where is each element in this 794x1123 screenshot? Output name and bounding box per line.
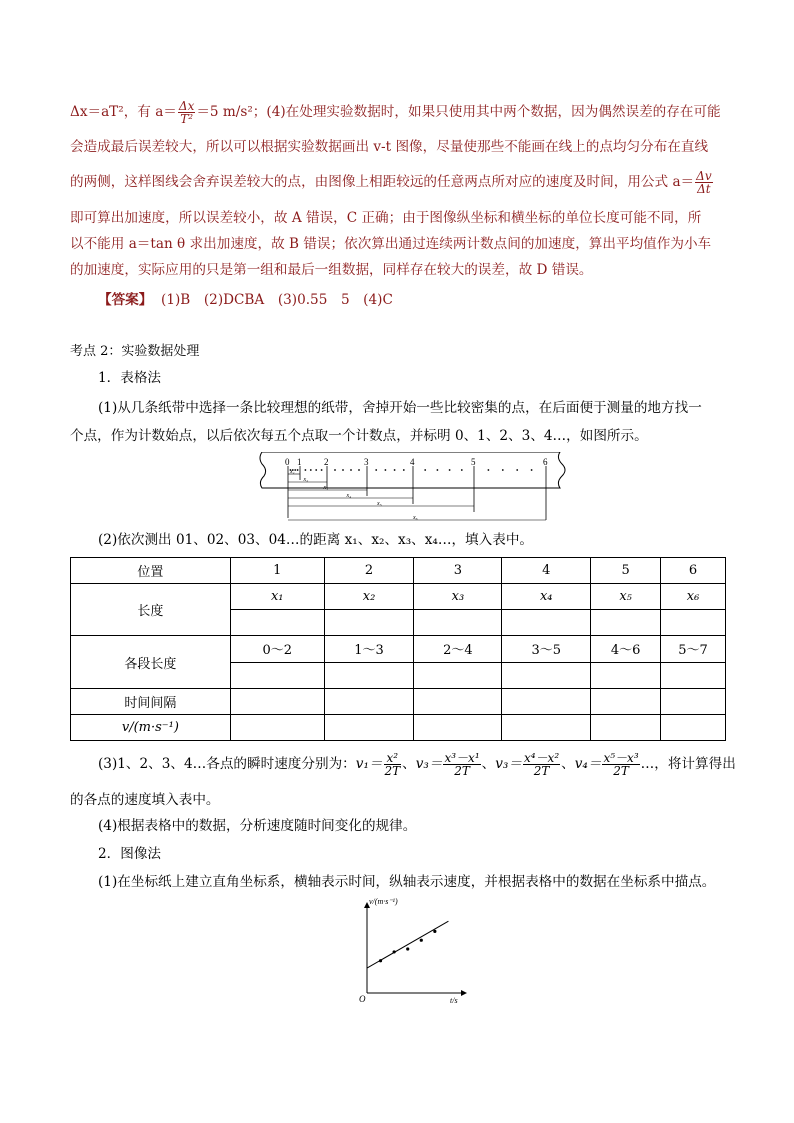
tape-dot <box>424 469 426 471</box>
segment-cell: 5～7 <box>661 636 726 663</box>
answer-text: (1)B (2)DCBA (3)0.55 5 (4)C <box>161 292 393 308</box>
data-point <box>379 959 382 962</box>
segment-cell: 4～6 <box>591 636 661 663</box>
empty-cell <box>414 689 502 715</box>
table-row <box>71 715 726 741</box>
empty-cell <box>591 662 661 689</box>
empty-cell <box>591 715 661 741</box>
x-axis-label: t/s <box>450 996 458 1005</box>
formula-lhs: v₃＝ <box>495 756 522 772</box>
tape-dot <box>342 469 344 471</box>
y-axis-label: v/(m·s⁻¹) <box>369 897 398 906</box>
tape-label: 3 <box>364 457 369 467</box>
length-cell: x₃ <box>414 584 502 610</box>
formula-lhs: v₄＝ <box>574 756 602 772</box>
empty-cell <box>414 715 502 741</box>
empty-cell <box>502 689 591 715</box>
tape-label: 2 <box>324 457 329 467</box>
data-point <box>433 930 436 933</box>
empty-cell <box>591 689 661 715</box>
fraction <box>602 752 639 777</box>
step-3-line-b: 的各点的速度填入表中。 <box>70 792 220 808</box>
empty-cell <box>414 662 502 689</box>
tape-dot <box>516 469 518 471</box>
numerator: x² <box>384 752 402 765</box>
length-cell: x₁ <box>230 584 324 610</box>
separator: 、 <box>561 756 575 772</box>
analysis-line-5: 以不能用 a＝tan θ 求出加速度，故 B 错误；依次算出通过连续两计数点间的加速度，算出平均值作为小车 <box>70 236 712 252</box>
formula-v4 <box>574 751 655 778</box>
step-4-line: (4)根据表格中的数据，分析速度随时间变化的规律。 <box>98 818 417 834</box>
tape-dot <box>334 469 336 471</box>
tape-dot <box>375 469 377 471</box>
text: ，将计算得出 <box>654 756 736 772</box>
header-cell: 4 <box>502 558 591 584</box>
analysis-line-3 <box>70 170 726 195</box>
empty-cell <box>414 610 502 636</box>
header-cell: 3 <box>414 558 502 584</box>
table-row <box>71 636 726 663</box>
denominator: 2T <box>533 764 550 778</box>
empty-cell <box>230 715 324 741</box>
text: 的两侧，这样图线会舍弃误差较大的点，由图像上相距较远的任意两点所对应的速度及时间，用公式 a＝ <box>70 174 695 190</box>
header-cell: 位置 <box>71 558 231 584</box>
analysis-line-1 <box>70 100 726 125</box>
tape-label: 0 <box>285 457 290 467</box>
tape-label: 6 <box>543 457 548 467</box>
empty-cell <box>230 662 324 689</box>
tape-dot <box>305 469 307 471</box>
empty-cell <box>324 689 414 715</box>
empty-cell <box>324 662 414 689</box>
answer-line <box>98 290 726 310</box>
segment-cell: 1～3 <box>324 636 414 663</box>
tape-dot <box>461 469 463 471</box>
fraction <box>443 752 480 777</box>
method-1-heading: 1．表格法 <box>98 370 162 386</box>
paper-tape-figure <box>250 452 580 524</box>
separator: … <box>640 756 655 772</box>
numerator: x⁴－x² <box>523 751 560 765</box>
table-row <box>71 584 726 610</box>
fraction <box>695 170 712 195</box>
empty-cell <box>502 662 591 689</box>
empty-cell <box>502 715 591 741</box>
tape-dot <box>394 469 396 471</box>
tape-dot <box>315 469 317 471</box>
empty-cell <box>230 610 324 636</box>
data-point <box>420 939 423 942</box>
formula-v2 <box>415 751 496 778</box>
formula-lhs: v₁＝ <box>355 756 383 772</box>
header-cell: 6 <box>661 558 726 584</box>
tape-span-label: x₁ <box>290 469 295 475</box>
section-title: 考点 2：实验数据处理 <box>70 344 200 359</box>
tape-span-label: x₆ <box>413 515 418 521</box>
empty-cell <box>661 715 726 741</box>
separator: 、 <box>402 756 416 772</box>
length-cell: x₆ <box>661 584 726 610</box>
tape-dot <box>502 469 504 471</box>
segment-cell: 3～5 <box>502 636 591 663</box>
denominator: T² <box>180 112 194 126</box>
data-point <box>406 947 409 950</box>
separator: 、 <box>481 756 496 772</box>
tape-label: 4 <box>410 457 415 467</box>
tape-dot <box>350 469 352 471</box>
tape-span-label: x₅ <box>377 501 382 507</box>
step-1-line-a: (1)从几条纸带中选择一条比较理想的纸带，舍掉开始一些比较密集的点，在后面便于测量的地方找一 <box>98 400 702 416</box>
empty-cell <box>661 610 726 636</box>
analysis-line-2: 会造成最后误差较大，所以可以根据实验数据画出 v-t 图像，尽量使那些不能画在线上的点均匀分布在直线 <box>70 139 709 155</box>
tape-dot <box>321 469 323 471</box>
tape-dot <box>449 469 451 471</box>
empty-cell <box>230 689 324 715</box>
numerator: x³－x¹ <box>444 751 480 765</box>
segment-cell: 0～2 <box>230 636 324 663</box>
tape-dot <box>437 469 439 471</box>
empty-cell <box>661 662 726 689</box>
formula-v3 <box>495 751 575 778</box>
origin-label: O <box>359 994 366 1004</box>
length-cell: x₅ <box>591 584 661 610</box>
empty-cell <box>661 689 726 715</box>
data-table <box>70 557 726 741</box>
denominator: 2T <box>613 764 629 778</box>
analysis-line-4: 即可算出加速度，所以误差较小，故 A 错误，C 正确；由于图像纵坐标和横坐标的单位长度可能不同，所 <box>70 210 702 226</box>
formula-v1 <box>355 751 416 778</box>
empty-cell <box>324 610 414 636</box>
tape-dot <box>531 469 533 471</box>
text: (3)1、2、3、4…各点的瞬时速度分别为： <box>98 756 356 772</box>
analysis-line-6: 的加速度，实际应用的只是第一组和最后一组数据，同样存在较大的误差，故 D 错误。 <box>70 262 593 278</box>
fraction <box>178 100 195 125</box>
tape-dot <box>310 469 312 471</box>
denominator: 2T <box>454 764 470 778</box>
text: Δx＝aT²，有 a＝ <box>70 104 177 120</box>
tape-dot <box>297 469 299 471</box>
v-t-graph <box>350 895 480 1007</box>
table-header-row <box>71 558 726 584</box>
length-cell: x₂ <box>324 584 414 610</box>
step-3-line <box>98 751 736 778</box>
fraction <box>384 752 402 777</box>
header-cell: 5 <box>591 558 661 584</box>
data-point <box>393 950 396 953</box>
formula-lhs: v₃＝ <box>415 756 443 772</box>
numerator: Δx <box>178 99 195 113</box>
header-cell: 1 <box>230 558 324 584</box>
numerator: x⁵－x³ <box>603 751 639 765</box>
tape-dot <box>358 469 360 471</box>
tape-dot <box>403 469 405 471</box>
row-label: 长度 <box>71 584 231 636</box>
tape-span-label: x₂ <box>303 477 309 483</box>
row-label: 各段长度 <box>71 636 231 689</box>
method-2-heading: 2．图像法 <box>98 846 162 862</box>
denominator: Δt <box>697 182 711 196</box>
numerator: Δv <box>696 169 712 183</box>
tape-dot <box>488 469 490 471</box>
graph-step-1-line: (1)在坐标纸上建立直角坐标系，横轴表示时间，纵轴表示速度，并根据表格中的数据在坐标系中描点。 <box>98 874 716 890</box>
tape-label: 1 <box>297 457 302 467</box>
row-label: 时间间隔 <box>71 689 231 715</box>
empty-cell <box>324 715 414 741</box>
length-cell: x₄ <box>502 584 591 610</box>
header-cell: 2 <box>324 558 414 584</box>
tape-label: 5 <box>471 457 476 467</box>
empty-cell <box>502 610 591 636</box>
tape-span-label: x₄ <box>346 493 352 499</box>
segment-cell: 2～4 <box>414 636 502 663</box>
empty-cell <box>591 610 661 636</box>
answer-label: 【答案】 <box>98 292 153 308</box>
step-2-line: (2)依次测出 01、02、03、04…的距离 x₁、x₂、x₃、x₄…，填入表中。 <box>98 532 534 548</box>
text: ＝5 m/s²；(4)在处理实验数据时，如果只使用其中两个数据，因为偶然误差的存在可能 <box>196 104 721 120</box>
row-label: v/(m·s⁻¹) <box>71 715 231 741</box>
tape-dot <box>385 469 387 471</box>
denominator: 2T <box>384 764 401 778</box>
tape-span-label: x₃ <box>323 485 329 491</box>
step-1-line-b: 个点，作为计数始点，以后依次每五个点取一个计数点，并标明 0、1、2、3、4…，如图所示。 <box>70 428 648 444</box>
table-row <box>71 689 726 715</box>
fraction <box>523 752 560 777</box>
